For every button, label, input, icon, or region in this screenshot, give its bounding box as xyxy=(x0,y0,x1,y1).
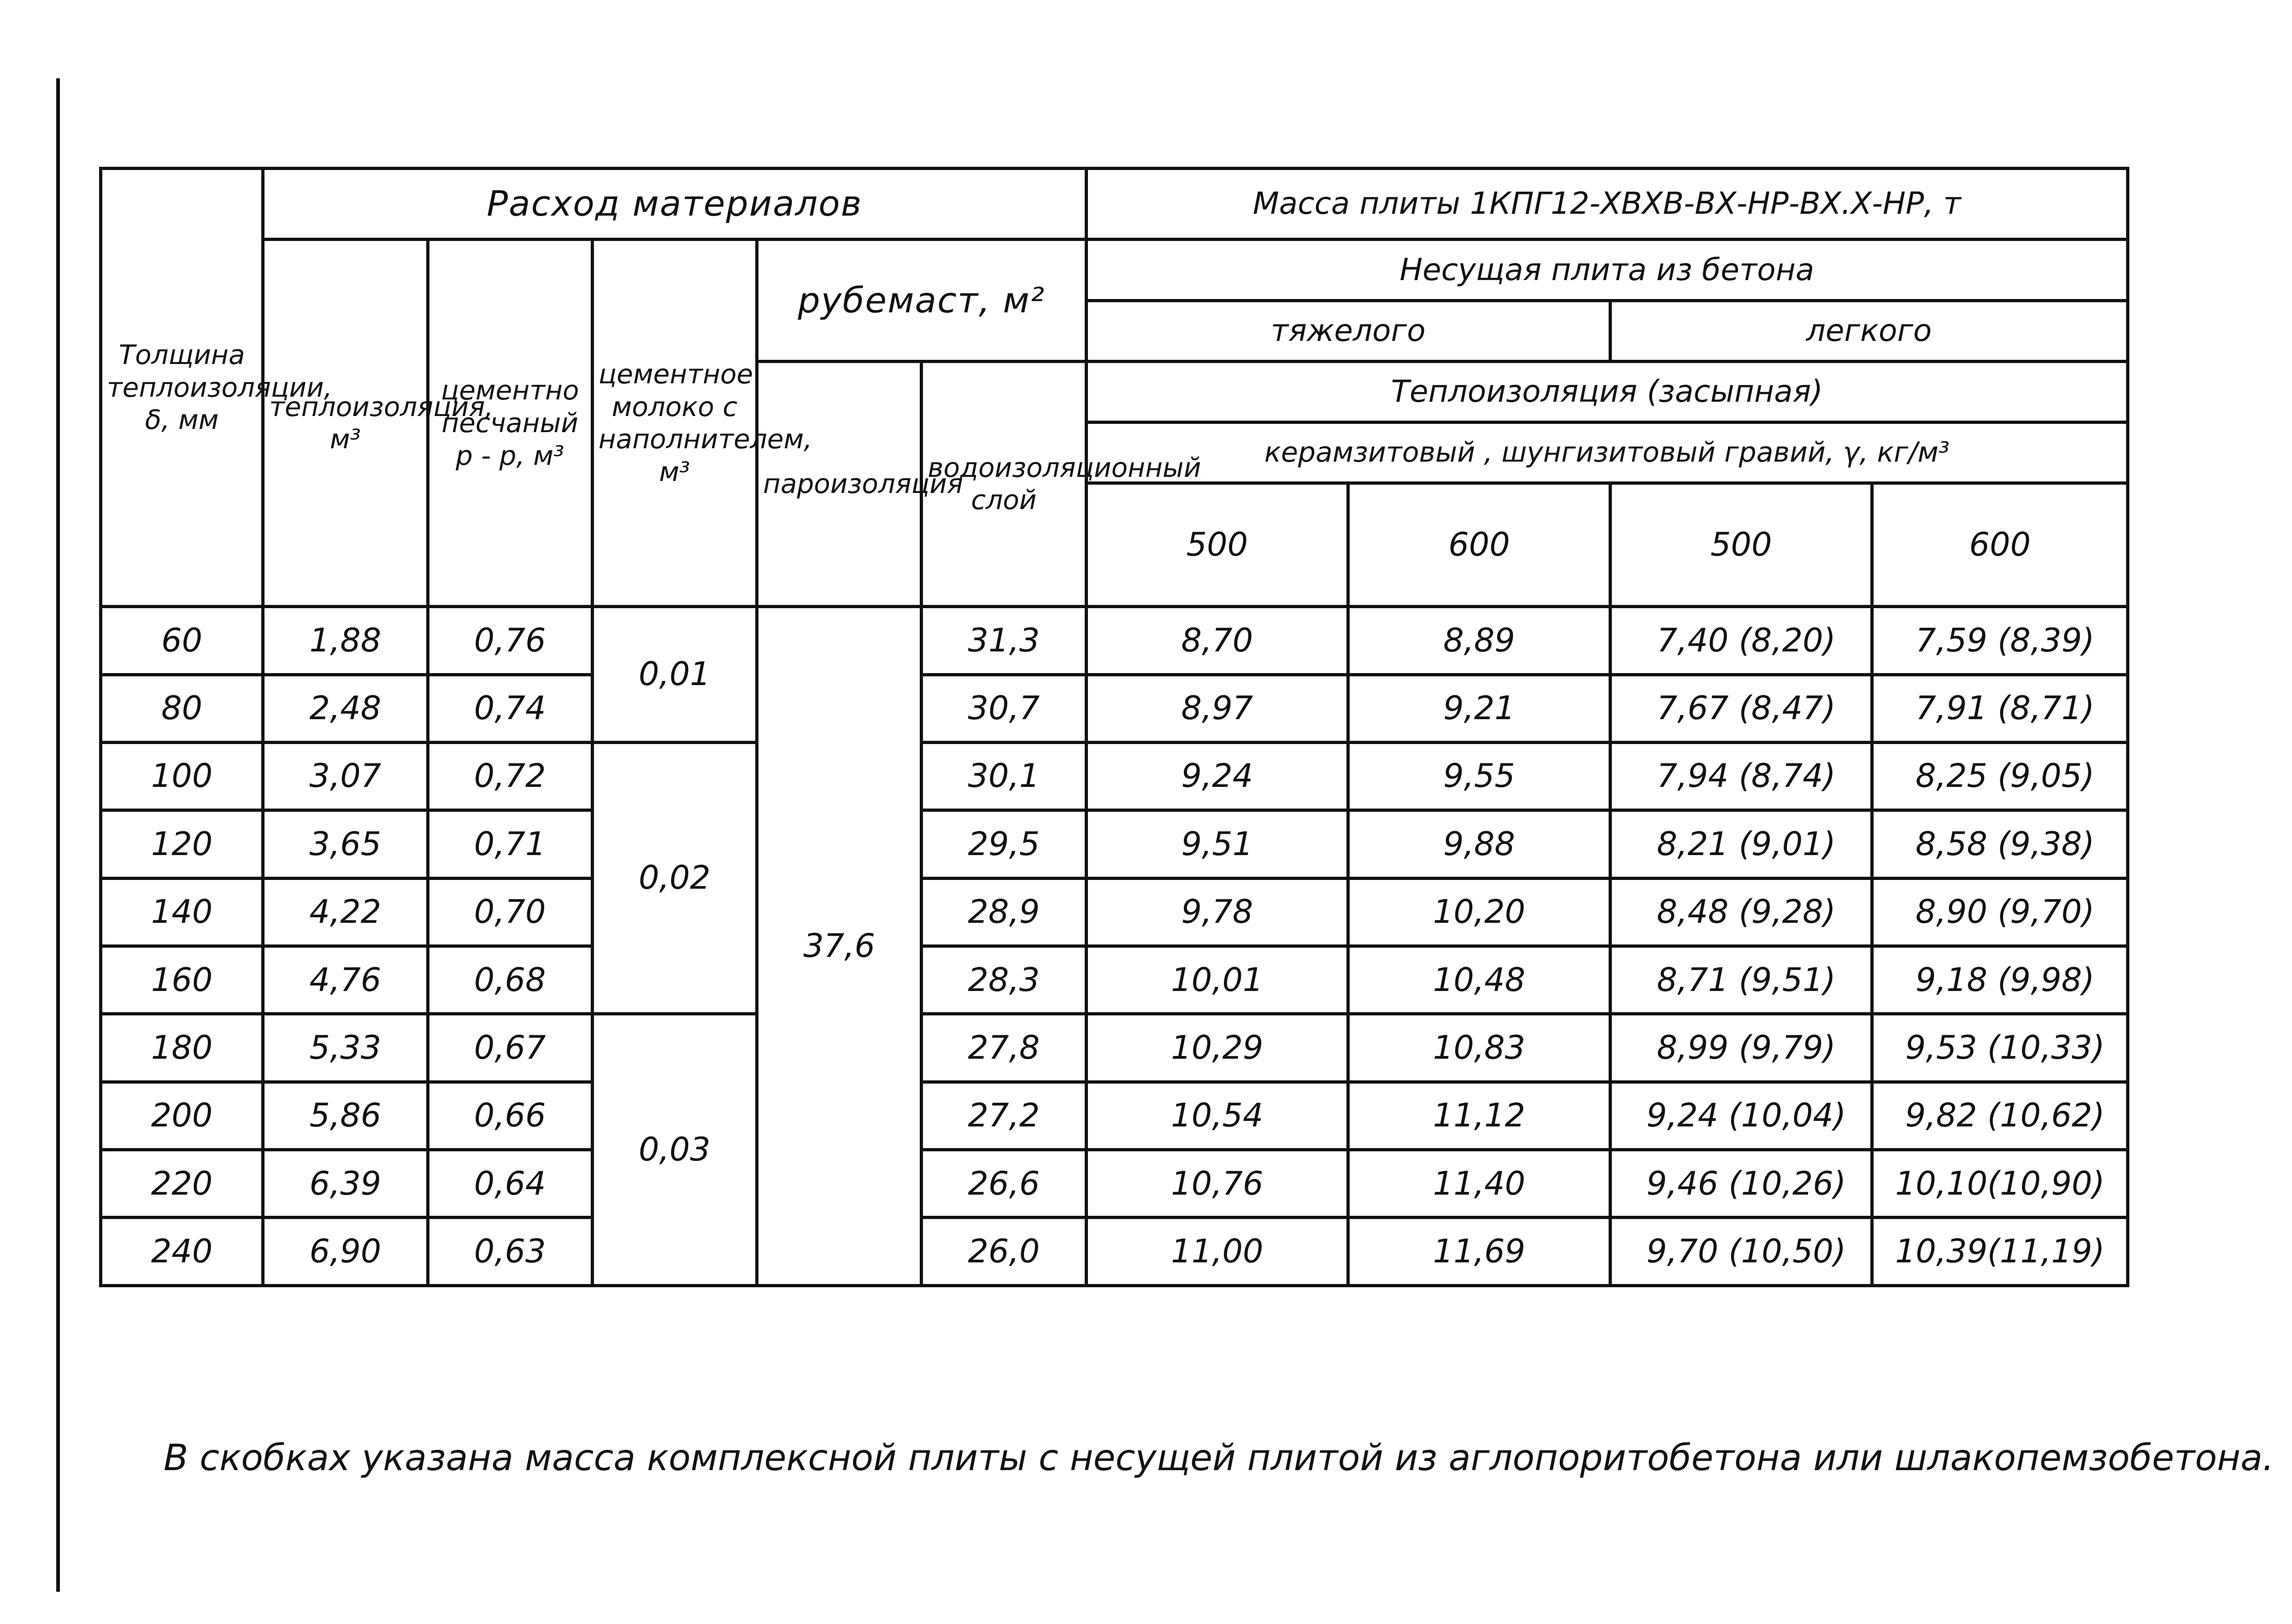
cell-light-600-composite-value: (8,39) xyxy=(1997,621,2095,659)
table-row xyxy=(101,742,2128,810)
cell-light-500-composite-value: (10,50) xyxy=(1728,1232,1846,1271)
cell-cement-mortar: 0,76 xyxy=(428,607,592,674)
header-row-1 xyxy=(101,169,2128,240)
cell-heavy-600: 9,21 xyxy=(1348,674,1610,742)
cell-light-600 xyxy=(1872,878,2128,946)
table-row xyxy=(101,1150,2128,1218)
cell-insulation: 6,90 xyxy=(263,1218,428,1286)
cell-light-600-value: 8,90 xyxy=(1916,893,1987,931)
cell-light-600 xyxy=(1872,607,2128,674)
footnote: В скобках указана масса комплексной плиты с несущей плитой из аглопоритобетона или шлакопемзобетона. xyxy=(164,1437,2274,1479)
cell-cement-mortar: 0,70 xyxy=(428,878,592,946)
cell-light-600 xyxy=(1872,1014,2128,1082)
cell-light-500-value: 7,67 xyxy=(1657,689,1729,727)
cell-light-500 xyxy=(1610,946,1872,1014)
materials-table-wrap xyxy=(99,167,2129,1287)
cell-heavy-500: 9,24 xyxy=(1086,742,1348,810)
cell-heavy-500: 10,54 xyxy=(1086,1082,1348,1149)
cell-insulation: 3,07 xyxy=(263,742,428,810)
cell-light-500-value: 9,46 xyxy=(1646,1164,1719,1202)
header-waterproof-layer: водоизоляционный слой xyxy=(922,361,1086,607)
cell-insulation: 1,88 xyxy=(263,607,428,674)
table-row xyxy=(101,1218,2128,1286)
header-gamma-light-600: 600 xyxy=(1872,483,2128,606)
cell-light-500-value: 9,70 xyxy=(1646,1232,1719,1271)
cell-light-500-value: 8,71 xyxy=(1657,961,1729,999)
cell-thickness: 100 xyxy=(101,742,263,810)
cell-heavy-500: 8,97 xyxy=(1086,674,1348,742)
cell-light-500-value: 7,94 xyxy=(1657,757,1729,795)
cell-thickness: 240 xyxy=(101,1218,263,1286)
cell-light-500 xyxy=(1610,742,1872,810)
header-gravel: керамзитовый , шунгизитовый гравий, γ, кг/м³ xyxy=(1086,422,2127,483)
cell-heavy-500: 9,78 xyxy=(1086,878,1348,946)
cell-light-600 xyxy=(1872,742,2128,810)
cell-light-600-composite-value: (10,90) xyxy=(1987,1164,2105,1202)
table-body xyxy=(101,169,2128,1286)
cell-light-500-composite-value: (9,79) xyxy=(1739,1028,1836,1067)
cell-heavy-500: 9,51 xyxy=(1086,810,1348,878)
cell-heavy-600: 10,83 xyxy=(1348,1014,1610,1082)
header-gamma-light-500: 500 xyxy=(1610,483,1872,606)
cell-light-600 xyxy=(1872,946,2128,1014)
cell-light-600 xyxy=(1872,1082,2128,1149)
cell-insulation: 2,48 xyxy=(263,674,428,742)
cell-cement-milk: 0,01 xyxy=(592,607,757,743)
cell-light-500-value: 8,48 xyxy=(1657,893,1729,931)
cell-light-500-composite-value: (10,04) xyxy=(1728,1096,1846,1135)
cell-light-500-composite-value: (9,01) xyxy=(1739,825,1836,863)
cell-cement-mortar: 0,63 xyxy=(428,1218,592,1286)
cell-waterproof: 31,3 xyxy=(922,607,1086,674)
cell-light-600-value: 8,58 xyxy=(1916,825,1987,863)
margin-line xyxy=(56,78,60,1592)
cell-light-600-composite-value: (8,71) xyxy=(1997,689,2095,727)
cell-heavy-500: 10,01 xyxy=(1086,946,1348,1014)
header-thickness: Толщина теплоизоляции, δ, мм xyxy=(101,169,263,607)
cell-light-600-value: 9,53 xyxy=(1905,1028,1977,1067)
table-row xyxy=(101,1014,2128,1082)
cell-light-600-composite-value: (9,70) xyxy=(1997,893,2095,931)
cell-cement-milk: 0,02 xyxy=(592,742,757,1014)
cell-insulation: 4,22 xyxy=(263,878,428,946)
table-row xyxy=(101,946,2128,1014)
cell-thickness: 120 xyxy=(101,810,263,878)
cell-heavy-600: 11,69 xyxy=(1348,1218,1610,1286)
cell-insulation: 5,86 xyxy=(263,1082,428,1149)
cell-heavy-600: 10,20 xyxy=(1348,878,1610,946)
cell-light-500-composite-value: (10,26) xyxy=(1728,1164,1846,1202)
cell-cement-mortar: 0,67 xyxy=(428,1014,592,1082)
table-row xyxy=(101,1082,2128,1149)
cell-vapor-barrier: 37,6 xyxy=(757,607,922,1286)
cell-light-500-composite-value: (9,28) xyxy=(1739,893,1836,931)
header-cement-mortar: цементно песчаный р - р, м³ xyxy=(428,240,592,607)
cell-thickness: 160 xyxy=(101,946,263,1014)
cell-light-600-composite-value: (9,05) xyxy=(1997,757,2095,795)
cell-thickness: 180 xyxy=(101,1014,263,1082)
materials-table xyxy=(99,167,2129,1287)
cell-light-500 xyxy=(1610,1014,1872,1082)
cell-waterproof: 29,5 xyxy=(922,810,1086,878)
cell-light-600 xyxy=(1872,1150,2128,1218)
header-gamma-heavy-600: 600 xyxy=(1348,483,1610,606)
header-slab-mass: Масса плиты 1КПГ12-ХВХВ-ВХ-НР-ВХ.Х-НР, т xyxy=(1086,169,2127,240)
table-row xyxy=(101,878,2128,946)
cell-thickness: 140 xyxy=(101,878,263,946)
cell-waterproof: 30,1 xyxy=(922,742,1086,810)
cell-light-500-composite-value: (8,74) xyxy=(1739,757,1836,795)
cell-insulation: 6,39 xyxy=(263,1150,428,1218)
cell-thickness: 200 xyxy=(101,1082,263,1149)
cell-waterproof: 26,0 xyxy=(922,1218,1086,1286)
cell-light-600-composite-value: (11,19) xyxy=(1987,1232,2105,1271)
cell-light-600-composite-value: (10,62) xyxy=(1987,1096,2105,1135)
table-row xyxy=(101,810,2128,878)
header-material-consumption: Расход материалов xyxy=(263,169,1086,240)
cell-cement-mortar: 0,64 xyxy=(428,1150,592,1218)
cell-light-600 xyxy=(1872,810,2128,878)
cell-cement-mortar: 0,72 xyxy=(428,742,592,810)
cell-insulation: 3,65 xyxy=(263,810,428,878)
cell-waterproof: 27,8 xyxy=(922,1014,1086,1082)
cell-light-600 xyxy=(1872,1218,2128,1286)
cell-heavy-500: 8,70 xyxy=(1086,607,1348,674)
table-row xyxy=(101,674,2128,742)
header-fill-insulation: Теплоизоляция (засыпная) xyxy=(1086,361,2127,422)
cell-light-500 xyxy=(1610,810,1872,878)
cell-light-500 xyxy=(1610,1218,1872,1286)
header-row-2 xyxy=(101,240,2128,300)
cell-light-500 xyxy=(1610,607,1872,674)
cell-light-500-composite-value: (8,20) xyxy=(1739,621,1836,659)
cell-insulation: 4,76 xyxy=(263,946,428,1014)
header-bearing-slab: Несущая плита из бетона xyxy=(1086,240,2127,300)
header-vapor-barrier: пароизоляция xyxy=(757,361,922,607)
header-heavy: тяжелого xyxy=(1086,300,1610,361)
cell-heavy-600: 10,48 xyxy=(1348,946,1610,1014)
cell-thickness: 80 xyxy=(101,674,263,742)
header-insulation: теплоизоляция, м³ xyxy=(263,240,428,607)
cell-heavy-500: 10,29 xyxy=(1086,1014,1348,1082)
cell-heavy-600: 11,40 xyxy=(1348,1150,1610,1218)
cell-thickness: 60 xyxy=(101,607,263,674)
cell-waterproof: 26,6 xyxy=(922,1150,1086,1218)
header-gamma-heavy-500: 500 xyxy=(1086,483,1348,606)
cell-cement-milk: 0,03 xyxy=(592,1014,757,1286)
cell-cement-mortar: 0,68 xyxy=(428,946,592,1014)
cell-insulation: 5,33 xyxy=(263,1014,428,1082)
cell-light-500-composite-value: (9,51) xyxy=(1739,961,1836,999)
cell-light-500-value: 7,40 xyxy=(1657,621,1729,659)
cell-light-600-value: 10,39 xyxy=(1895,1232,1988,1271)
cell-light-600-value: 7,91 xyxy=(1916,689,1987,727)
cell-light-500 xyxy=(1610,1082,1872,1149)
header-ruberoid: рубемаст, м² xyxy=(757,240,1087,361)
cell-heavy-600: 9,88 xyxy=(1348,810,1610,878)
cell-light-600-composite-value: (9,38) xyxy=(1997,825,2095,863)
cell-light-500 xyxy=(1610,1150,1872,1218)
cell-waterproof: 28,9 xyxy=(922,878,1086,946)
cell-heavy-600: 11,12 xyxy=(1348,1082,1610,1149)
cell-light-500-composite-value: (8,47) xyxy=(1739,689,1836,727)
cell-heavy-500: 10,76 xyxy=(1086,1150,1348,1218)
cell-light-600-composite-value: (10,33) xyxy=(1987,1028,2105,1067)
table-row xyxy=(101,607,2128,674)
cell-light-600-value: 8,25 xyxy=(1916,757,1987,795)
cell-heavy-600: 9,55 xyxy=(1348,742,1610,810)
cell-light-600-value: 9,82 xyxy=(1905,1096,1977,1135)
cell-light-500-value: 9,24 xyxy=(1646,1096,1719,1135)
header-cement-milk: цементное молоко с наполнителем, м³ xyxy=(592,240,757,607)
cell-light-600 xyxy=(1872,674,2128,742)
cell-heavy-600: 8,89 xyxy=(1348,607,1610,674)
cell-thickness: 220 xyxy=(101,1150,263,1218)
cell-light-500-value: 8,21 xyxy=(1657,825,1729,863)
cell-light-500-value: 8,99 xyxy=(1657,1028,1729,1067)
cell-light-600-value: 9,18 xyxy=(1916,961,1987,999)
cell-cement-mortar: 0,66 xyxy=(428,1082,592,1149)
cell-cement-mortar: 0,74 xyxy=(428,674,592,742)
header-light: легкого xyxy=(1610,300,2127,361)
cell-waterproof: 30,7 xyxy=(922,674,1086,742)
cell-waterproof: 27,2 xyxy=(922,1082,1086,1149)
cell-heavy-500: 11,00 xyxy=(1086,1218,1348,1286)
cell-light-600-value: 10,10 xyxy=(1895,1164,1988,1202)
cell-light-500 xyxy=(1610,878,1872,946)
cell-cement-mortar: 0,71 xyxy=(428,810,592,878)
cell-light-500 xyxy=(1610,674,1872,742)
cell-light-600-composite-value: (9,98) xyxy=(1997,961,2095,999)
cell-waterproof: 28,3 xyxy=(922,946,1086,1014)
cell-light-600-value: 7,59 xyxy=(1916,621,1987,659)
